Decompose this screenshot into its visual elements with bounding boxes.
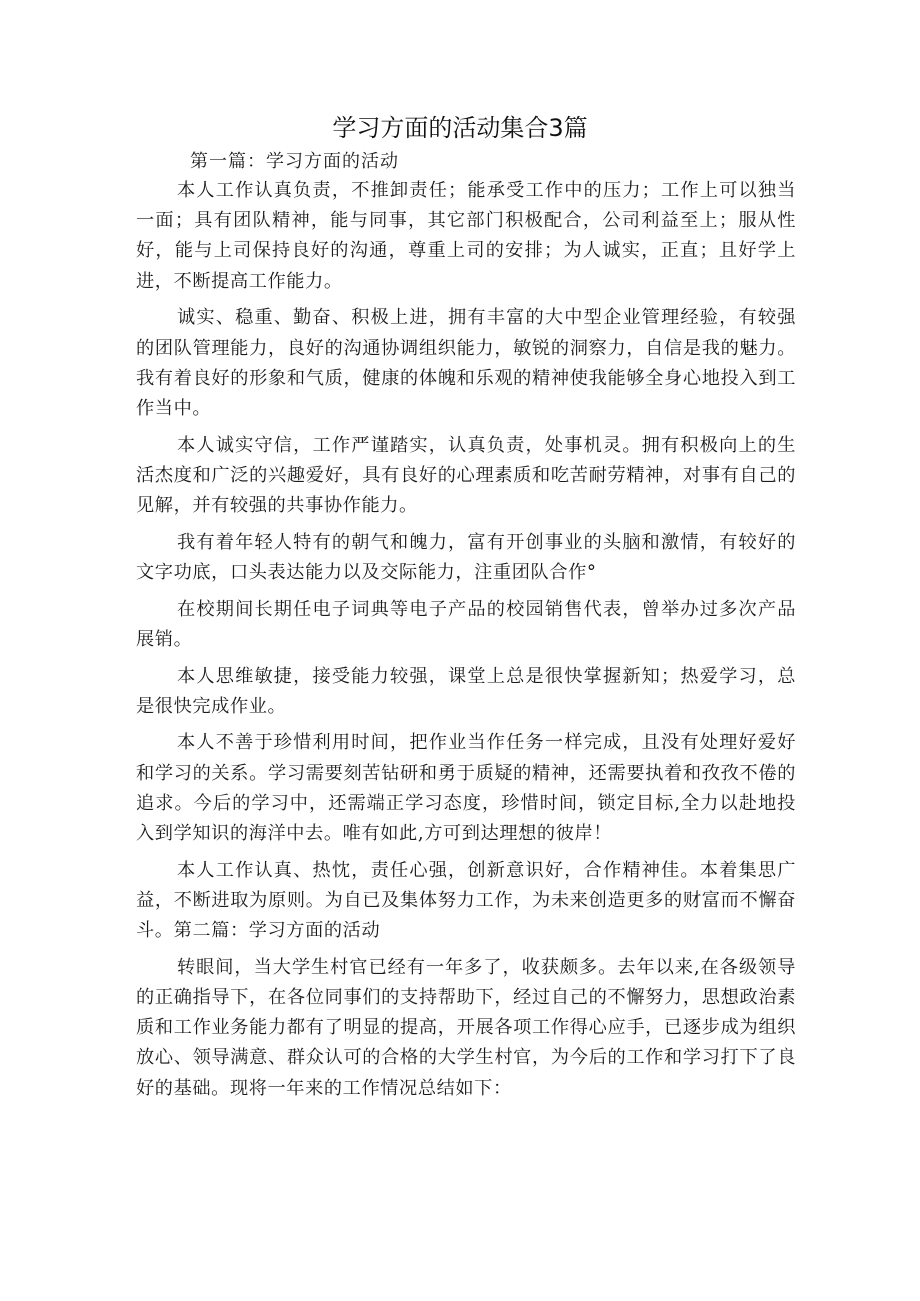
paragraph: 本人不善于珍惜利用时间，把作业当作任务一样完成，且没有处理好爱好和学习的关系。学习需要刻苦钻研和勇于质疑的精神，还需要执着和孜孜不倦的追求。今后的学习中，还需端正学习态度，珍惜时间，锁定目标,全力以赴地投入到学知识的海洋中去。唯有如此,方可到达理想的彼岸！ <box>136 732 796 845</box>
section-heading: 第一篇：学习方面的活动 <box>190 151 399 172</box>
paragraph: 本人工作认真负责，不推卸责任；能承受工作中的压力；工作上可以独当一面；具有团队精神，能与同事，其它部门积极配合，公司利益至上；服从性好，能与上司保持良好的沟通，尊重上司的安排；为人诚实，正直；且好学上进，不断提高工作能力。 <box>136 180 796 292</box>
paragraph: 本人思维敏捷，接受能力较强，课堂上总是很快掌握新知；热爱学习，总是很快完成作业。 <box>136 665 796 717</box>
document-body <box>136 176 796 1110</box>
paragraph: 本人诚实守信，工作严谨踏实，认真负责，处事机灵。拥有积极向上的生活杰度和广泛的兴趣爱好，具有良好的心理素质和吃苦耐劳精神，对事有自己的见解，并有较强的共事协作能力。 <box>136 434 796 517</box>
paragraph: 本人工作认真、热忱，责任心强，创新意识好，合作精神佳。本着集思广益，不断进取为原则。为自已及集体努力工作，为未来创造更多的财富而不懈奋斗。第二篇：学习方面的活动 <box>136 859 796 942</box>
paragraph: 诚实、稳重、勤奋、积极上进，拥有丰富的大中型企业管理经验，有较强的团队管理能力，良好的沟通协调组织能力，敏锐的洞察力，自信是我的魅力。我有着良好的形象和气质，健康的体魄和乐观的精神使我能够全身心地投入到工作当中。 <box>136 307 796 419</box>
paragraph: 在校期间长期任电子词典等电子产品的校园销售代表，曾举办过多次产品展销。 <box>136 598 796 650</box>
paragraph: 我有着年轻人特有的朝气和魄力，富有开创事业的头脑和激情，有较好的文字功底，口头表达能力以及交际能力，注重团队合作° <box>136 531 796 583</box>
document-title: 学习方面的活动集合3篇 <box>332 114 588 142</box>
paragraph: 转眼间，当大学生村官已经有一年多了，收获颇多。去年以来,在各级领导的正确指导下，在各位同事们的支持帮助下，经过自己的不懈努力，思想政治素质和工作业务能力都有了明显的提高，开展各项工作得心应手，已逐步成为组织放心、领导满意、群众认可的合格的大学生村官，为今后的工作和学习打下了良好的基础。现将一年来的工作情况总结如下： <box>136 956 796 1099</box>
